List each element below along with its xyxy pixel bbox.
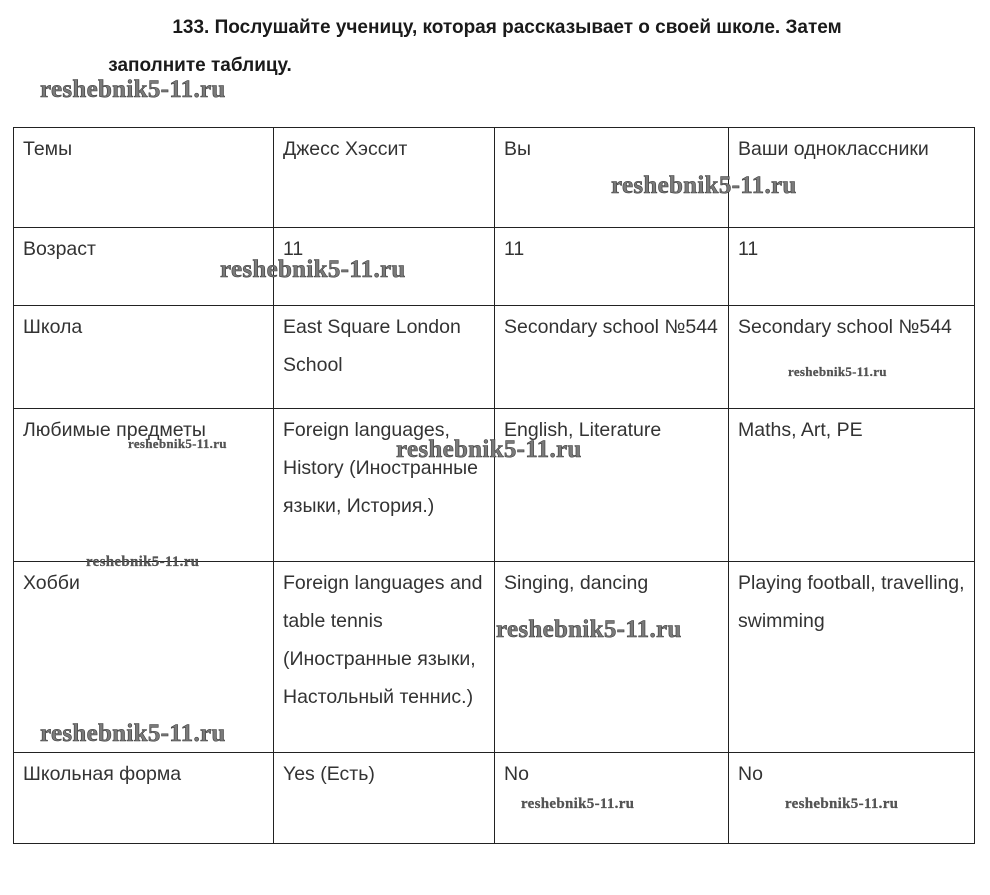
watermark: reshebnik5-11.ru: [521, 796, 635, 812]
table-cell: Secondary school №544: [495, 306, 729, 409]
table-row: [14, 228, 975, 306]
watermark: reshebnik5-11.ru: [396, 436, 582, 463]
table-row: [14, 409, 975, 562]
watermark: reshebnik5-11.ru: [785, 796, 899, 812]
table-cell: Yes (Есть): [274, 753, 495, 844]
table-cell: Maths, Art, PE: [729, 409, 975, 562]
table-cell: Singing, dancing: [495, 562, 729, 753]
table-header-row: [14, 128, 975, 228]
table-cell: East Square London School: [274, 306, 495, 409]
watermark: reshebnik5-11.ru: [220, 256, 406, 283]
table-cell: Foreign languages and table tennis (Иностранные языки, Настольный теннис.): [274, 562, 495, 753]
watermark: reshebnik5-11.ru: [86, 554, 200, 570]
table-cell: Playing football, travelling, swimming: [729, 562, 975, 753]
table-row: [14, 562, 975, 753]
table-cell: Foreign languages, History (Иностранные языки, История.): [274, 409, 495, 562]
table-cell: Secondary school №544: [729, 306, 975, 409]
table-row: [14, 753, 975, 844]
watermark: reshebnik5-11.ru: [128, 436, 227, 451]
table-cell: Хобби: [14, 562, 274, 753]
header-cell: Джесс Хэссит: [274, 128, 495, 228]
header-cell: Темы: [14, 128, 274, 228]
watermark: reshebnik5-11.ru: [496, 616, 682, 643]
table-cell: Школа: [14, 306, 274, 409]
table-cell: 11: [495, 228, 729, 306]
table-cell: English, Literature: [495, 409, 729, 562]
watermark: reshebnik5-11.ru: [788, 364, 887, 379]
table-cell: Любимые предметы: [14, 409, 274, 562]
answer-table: [13, 127, 975, 844]
watermark: reshebnik5-11.ru: [611, 172, 797, 199]
table-row: [14, 306, 975, 409]
table-cell: Возраст: [14, 228, 274, 306]
header-cell: Ваши одноклассники: [729, 128, 975, 228]
exercise-title-line1: 133. Послушайте ученицу, которая рассказывает о своей школе. Затем: [172, 17, 842, 38]
table-cell: 11: [729, 228, 975, 306]
table-cell: No: [495, 753, 729, 844]
header-cell: Вы: [495, 128, 729, 228]
watermark: reshebnik5-11.ru: [40, 76, 226, 103]
exercise-title-line2: заполните таблицу.: [108, 55, 292, 76]
watermark: reshebnik5-11.ru: [40, 720, 226, 747]
table-cell: No: [729, 753, 975, 844]
table-cell: 11: [274, 228, 495, 306]
table-cell: Школьная форма: [14, 753, 274, 844]
